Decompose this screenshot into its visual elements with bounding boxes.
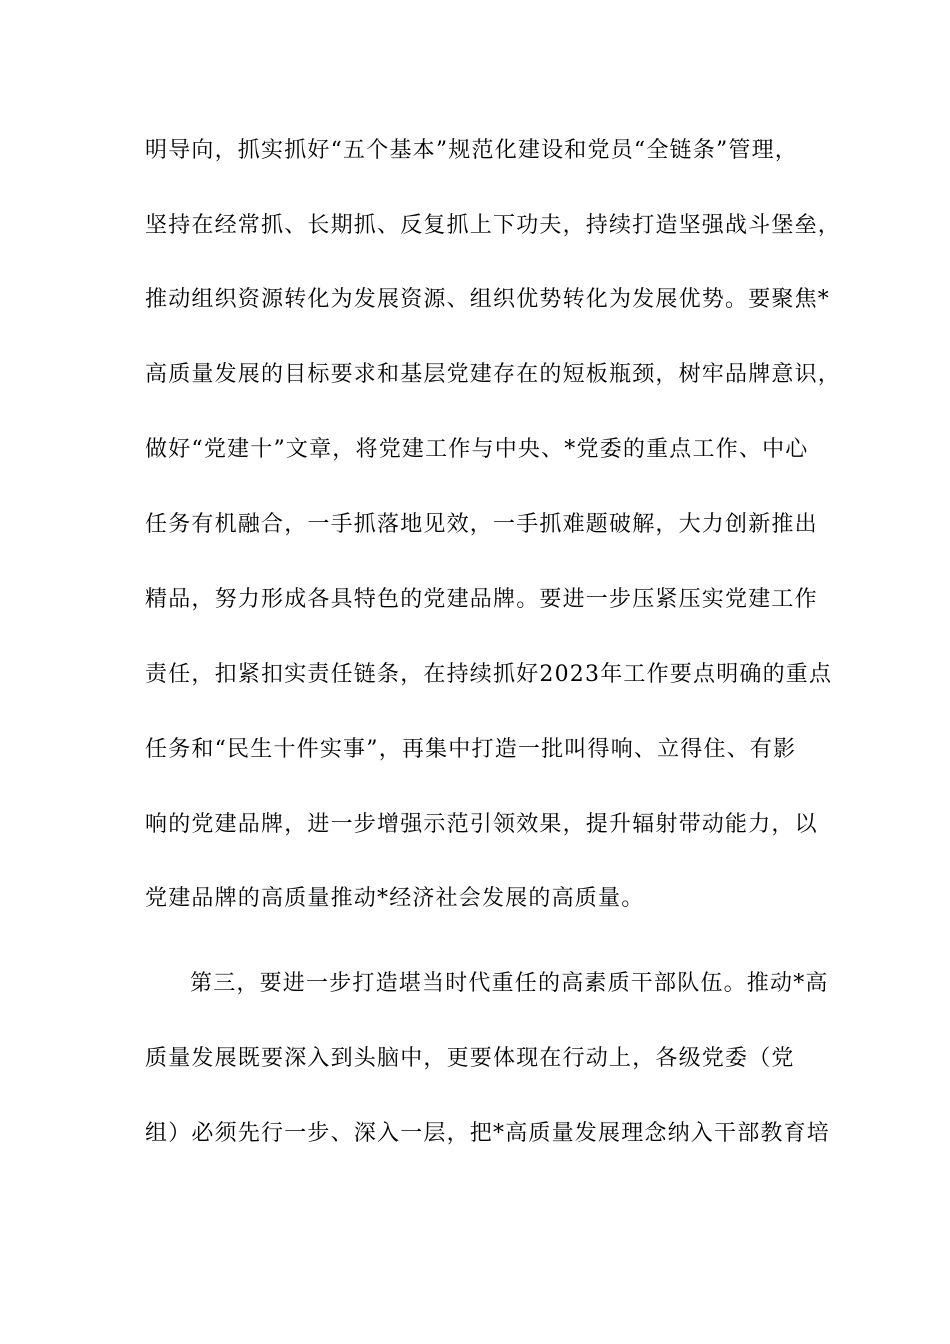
- text-line-2: 坚持在经常抓、长期抓、反复抓上下功夫，持续打造坚强战斗堡垒，: [145, 213, 842, 238]
- text-line-8: 责任，扣紧扣实责任链条，在持续抓好2023年工作要点明确的重点: [145, 662, 833, 687]
- text-line-6: 任务有机融合，一手抓落地见效，一手抓难题破解，大力创新推出: [145, 512, 818, 537]
- text-line-5: 做好“党建十”文章，将党建工作与中央、*党委的重点工作、中心: [145, 437, 809, 462]
- text-line-4: 高质量发展的目标要求和基层党建存在的短板瓶颈，树牢品牌意识，: [145, 362, 842, 387]
- text-line-10: 响的党建品牌，进一步增强示范引领效果，提升辐射带动能力，以: [145, 812, 818, 837]
- paragraph-start-line: 第三，要进一步打造堪当时代重任的高素质干部队伍。推动*高: [190, 971, 829, 996]
- text-line-7: 精品，努力形成各具特色的党建品牌。要进一步压紧压实党建工作: [145, 587, 818, 612]
- text-line-11: 党建品牌的高质量推动*经济社会发展的高质量。: [145, 886, 645, 911]
- text-line-3: 推动组织资源转化为发展资源、组织优势转化为发展优势。要聚焦*: [145, 287, 831, 312]
- text-line-1: 明导向，抓实抓好“五个基本”规范化建设和党员“全链条”管理，: [145, 138, 798, 163]
- text-line-9: 任务和“民生十件实事”，再集中打造一批叫得响、立得住、有影: [145, 737, 797, 762]
- text-line-13: 质量发展既要深入到头脑中，更要体现在行动上，各级党委（党: [145, 1046, 795, 1071]
- text-line-14: 组）必须先行一步、深入一层，把*高质量发展理念纳入干部教育培: [145, 1121, 831, 1146]
